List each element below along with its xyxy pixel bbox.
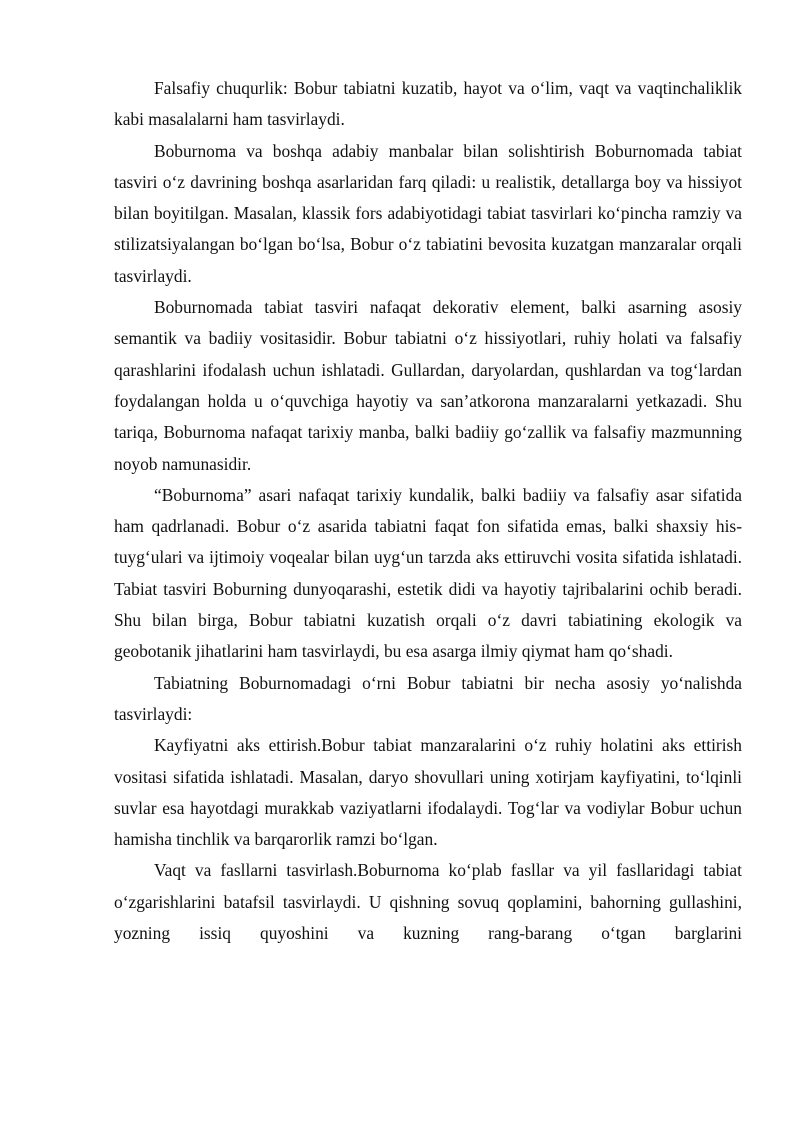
paragraph-nature-directions: Tabiatning Boburnomadagi o‘rni Bobur tabiatni bir necha asosiy yo‘nalishda tasvirlaydi: (114, 672, 742, 724)
paragraph-mood: Kayfiyatni aks ettirish.Bobur tabiat manzaralarini o‘z ruhiy holatini aks ettirish vositasi sifatida ishlatadi. Masalan, daryo shovullari uning xotirjam kayfiyatini, to‘lqinli suvlar esa hayotdagi murakkab vaziyatlarni ifodalaydi. Tog‘lar va vodiylar Bobur uchun hamisha tinchlik va barqarorlik ramzi bo‘lgan. (114, 735, 742, 850)
document-page (114, 73, 742, 949)
paragraph-philosophical-depth: Falsafiy chuqurlik: Bobur tabiatni kuzatib, hayot va o‘lim, vaqt va vaqtinchaliklik kabi masalalarni ham tasvirlaydi. (114, 78, 742, 130)
paragraph-seasons: Vaqt va fasllarni tasvirlash.Boburnoma ko‘plab fasllar va yil fasllaridagi tabiat o‘zgarishlarini batafsil tasvirlaydi. U qishning sovuq qoplamini, bahorning gullashini, yozning issiq quyoshini va kuzning rang-barang o‘tgan barglarini (114, 860, 742, 944)
paragraph-comparison: Boburnoma va boshqa adabiy manbalar bilan solishtirish Boburnomada tabiat tasviri o‘z davrining boshqa asarlaridan farq qiladi: u realistik, detallarga boy va hissiyot bilan boyitilgan. Masalan, klassik fors adabiyotidagi tabiat tasvirlari ko‘pincha ramziy va stilizatsiyalangan bo‘lgan bo‘lsa, Bobur o‘z tabiatini bevosita kuzatgan manzaralar orqali tasvirlaydi. (114, 140, 742, 286)
paragraph-semantic-role: Boburnomada tabiat tasviri nafaqat dekorativ element, balki asarning asosiy semantik va badiiy vositasidir. Bobur tabiatni o‘z hissiyotlari, ruhiy holati va falsafiy qarashlarini ifodalash uchun ishlatadi. Gullardan, daryolardan, qushlardan va tog‘lardan foydalangan holda u o‘quvchiga hayotiy va san’atkorona manzaralarni yetkazadi. Shu tariqa, Boburnoma nafaqat tarixiy manba, balki badiiy go‘zallik va falsafiy mazmunning noyob namunasidir. (114, 297, 742, 474)
paragraph-boburnoma-value: “Boburnoma” asari nafaqat tarixiy kundalik, balki badiiy va falsafiy asar sifatida ham qadrlanadi. Bobur o‘z asarida tabiatni faqat fon sifatida emas, balki shaxsiy his-tuyg‘ulari va ijtimoiy voqealar bilan uyg‘un tarzda aks ettiruvchi vosita sifatida ishlatadi. Tabiat tasviri Boburning dunyoqarashi, estetik didi va hayotiy tajribalarini ochib beradi. Shu bilan birga, Bobur tabiatni kuzatish orqali o‘z davri tabiatining ekologik va geobotanik jihatlarini ham tasvirlaydi, bu esa asarga ilmiy qiymat ham qo‘shadi. (114, 484, 742, 662)
